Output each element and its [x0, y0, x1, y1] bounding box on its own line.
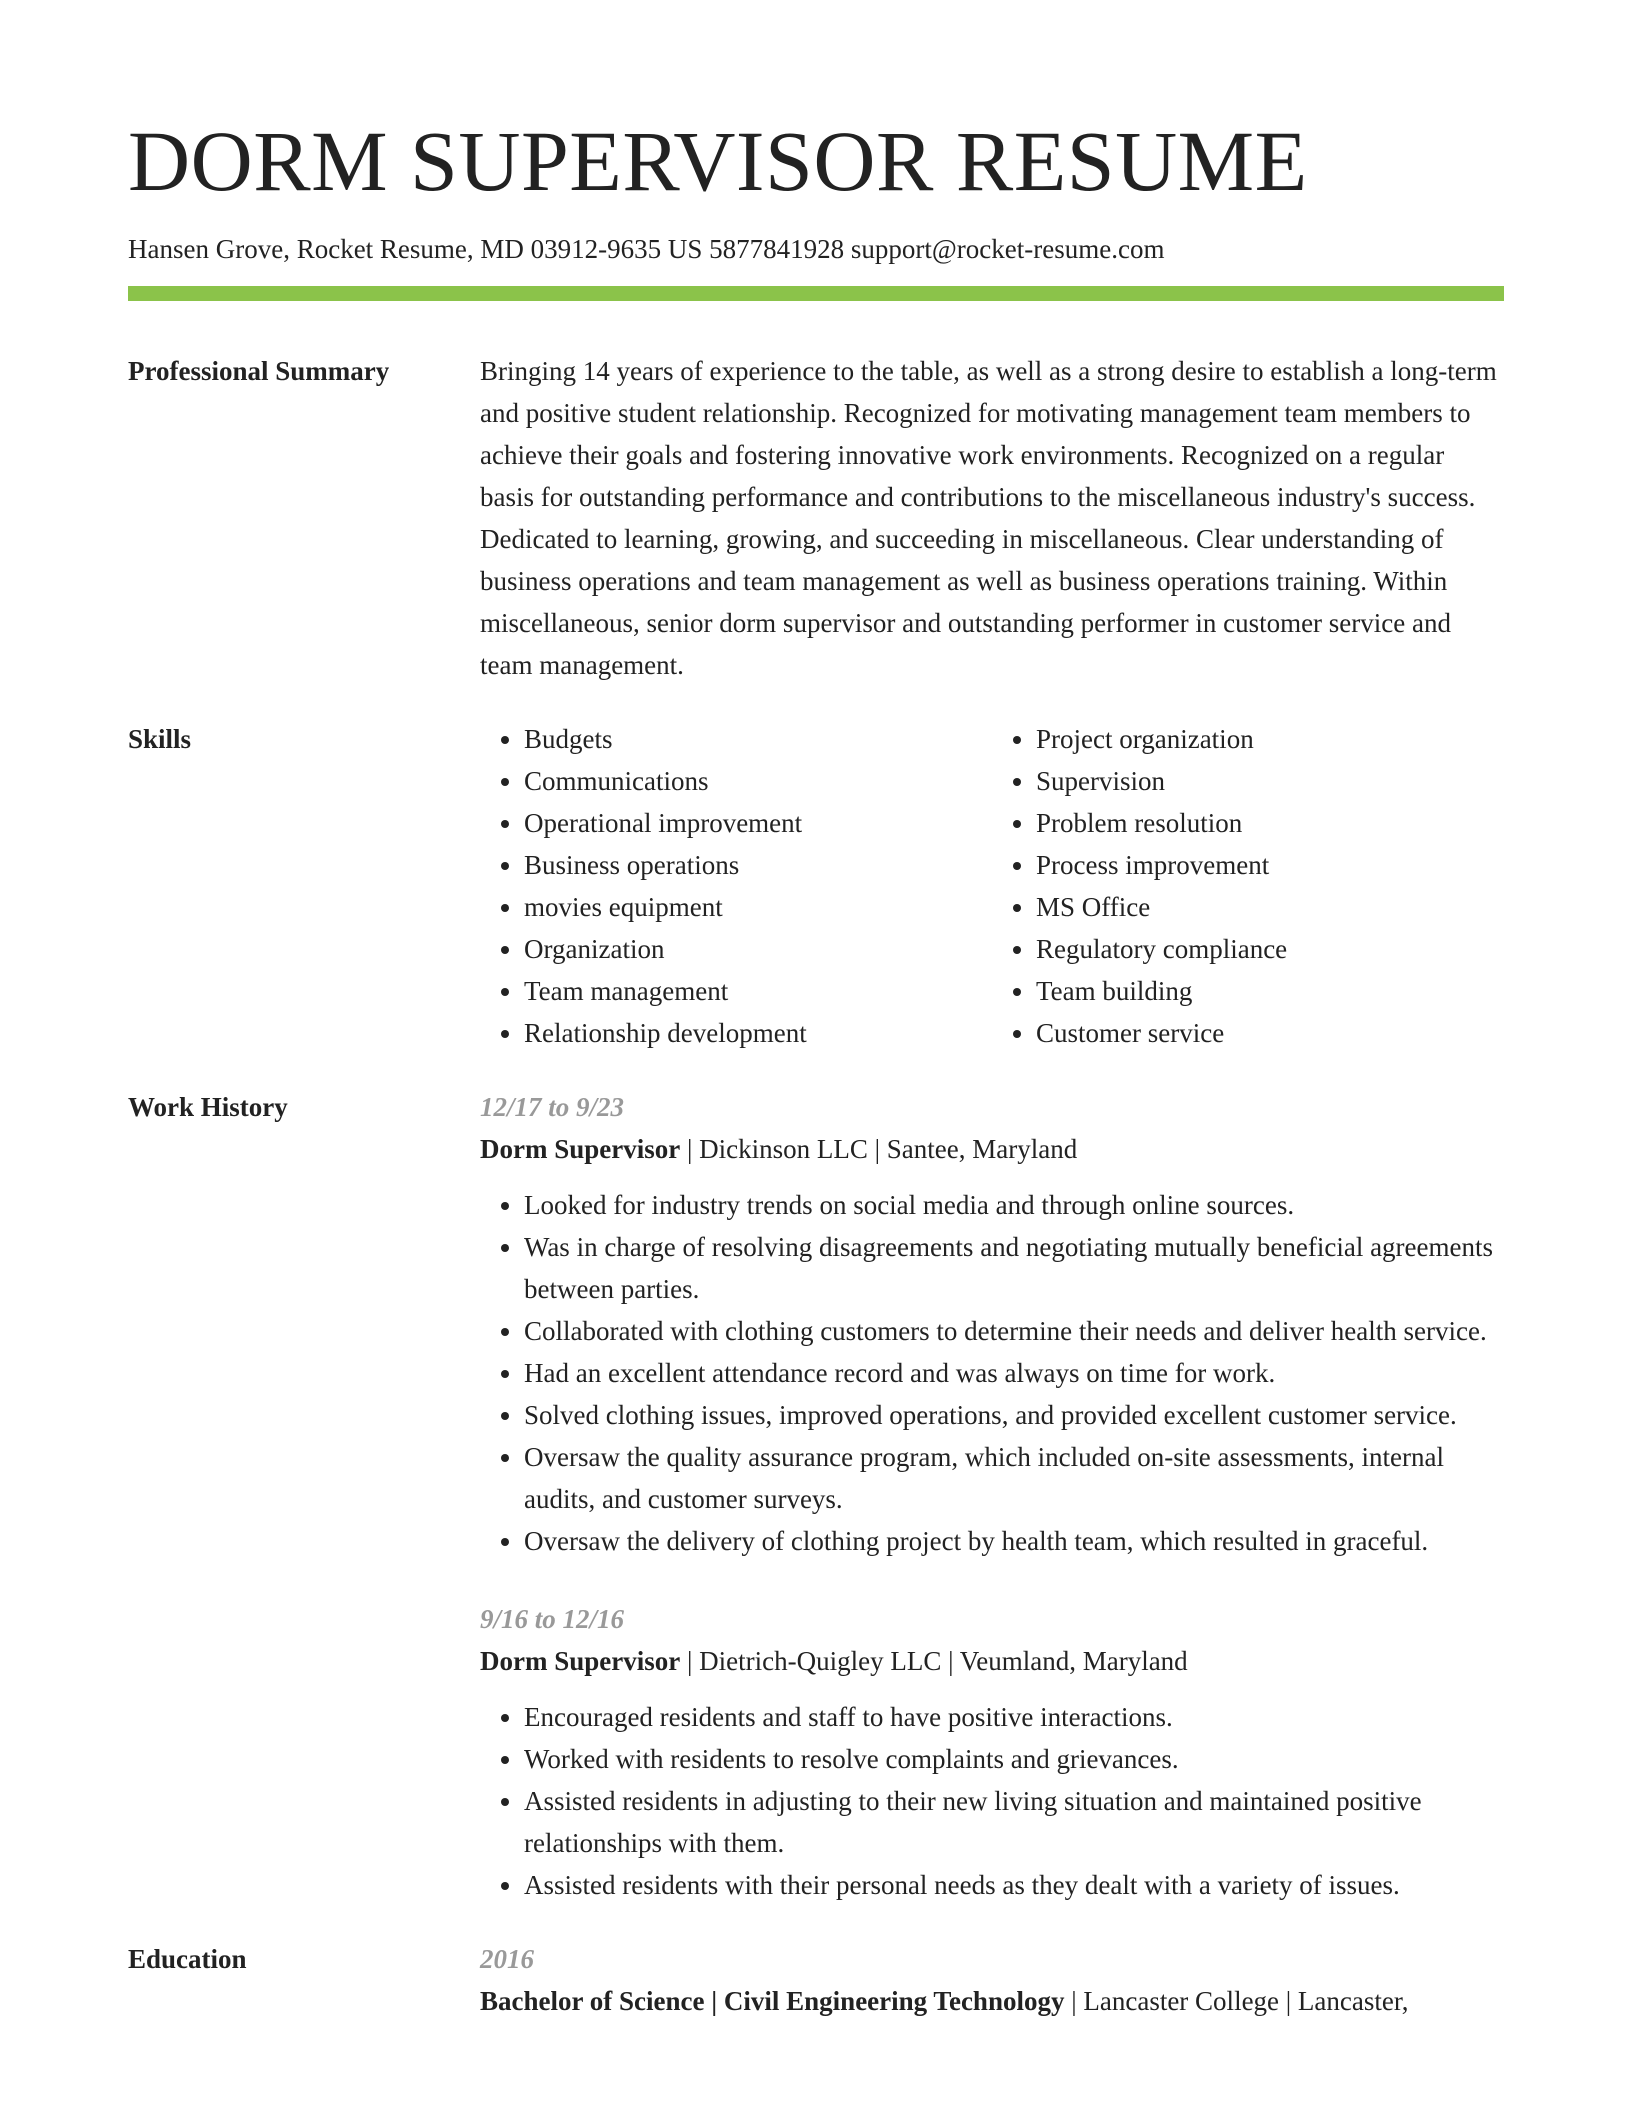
- skill-item: • Business operations: [524, 844, 992, 886]
- summary-text: Bringing 14 years of experience to the table, as well as a strong desire to establish a long-term and positive student relationship. Recognized for motivating management team members to achieve their goals and fostering innovative work environments. Recognized on a regular basis for outstanding performance and contributions to the miscellaneous industry's success. Dedicated to learning, growing, and succeeding in miscellaneous. Clear understanding of business operations and team management as well as business operations training. Within miscellaneous, senior dorm supervisor and outstanding performer in customer service and team management.: [480, 356, 1497, 680]
- skills-list-right: [992, 718, 1504, 1054]
- summary-body: [480, 350, 1504, 686]
- job-entry: [480, 1086, 1504, 1562]
- skill-item: • Team building: [1036, 970, 1504, 1012]
- resume-sections: [128, 350, 1504, 2054]
- header-divider: [128, 286, 1504, 301]
- education-body: [480, 1938, 1504, 2022]
- education-section: [128, 1938, 1504, 2022]
- skill-item: • Team management: [524, 970, 992, 1012]
- job-duty: • Assisted residents in adjusting to their new living situation and maintained positive relationships with them.: [524, 1780, 1504, 1864]
- job-duty: • Had an excellent attendance record and was always on time for work.: [524, 1352, 1504, 1394]
- contact-line: Hansen Grove, Rocket Resume, MD 03912-9635 US 5877841928 support@rocket-resume.com: [128, 234, 1165, 264]
- work-history-body: [480, 1086, 1504, 1906]
- skills-label: Skills: [128, 724, 192, 754]
- summary-label: Professional Summary: [128, 356, 390, 386]
- skill-item: • Supervision: [1036, 760, 1504, 802]
- work-history-section: [128, 1086, 1504, 1906]
- job-duty: • Solved clothing issues, improved operations, and provided excellent customer service.: [524, 1394, 1504, 1436]
- job-duty: • Encouraged residents and staff to have positive interactions.: [524, 1696, 1504, 1738]
- skill-item: • Project organization: [1036, 718, 1504, 760]
- skill-item: • Communications: [524, 760, 992, 802]
- skill-item: • Problem resolution: [1036, 802, 1504, 844]
- skill-item: • Organization: [524, 928, 992, 970]
- skill-item: • Process improvement: [1036, 844, 1504, 886]
- job-duty: • Was in charge of resolving disagreements and negotiating mutually beneficial agreements between parties.: [524, 1226, 1504, 1310]
- skills-body: [480, 718, 1504, 1054]
- job-title: Dorm Supervisor: [480, 1134, 681, 1164]
- skill-item: • MS Office: [1036, 886, 1504, 928]
- skill-item: • Relationship development: [524, 1012, 992, 1054]
- work-history-label: Work History: [128, 1092, 288, 1122]
- skill-item: • Regulatory compliance: [1036, 928, 1504, 970]
- job-duty: • Assisted residents with their personal needs as they dealt with a variety of issues.: [524, 1864, 1504, 1906]
- job-position: [480, 1128, 1504, 1170]
- job-duty: • Collaborated with clothing customers to determine their needs and deliver health service.: [524, 1310, 1504, 1352]
- job-dates: 9/16 to 12/16: [480, 1604, 625, 1634]
- job-entry: [480, 1598, 1504, 1906]
- education-label: Education: [128, 1944, 247, 1974]
- resume-title: DORM SUPERVISOR RESUME: [128, 113, 1308, 209]
- job-dates: 12/17 to 9/23: [480, 1092, 625, 1122]
- job-duty: • Oversaw the quality assurance program, which included on-site assessments, internal audits, and customer surveys.: [524, 1436, 1504, 1520]
- job-duties: [480, 1696, 1504, 1906]
- job-duty: • Worked with residents to resolve complaints and grievances.: [524, 1738, 1504, 1780]
- skill-item: • Budgets: [524, 718, 992, 760]
- skills-list-left: [480, 718, 992, 1054]
- skills-section: [128, 718, 1504, 1054]
- skill-item: • Operational improvement: [524, 802, 992, 844]
- job-details: | Dietrich-Quigley LLC | Veumland, Maryland: [680, 1646, 1188, 1676]
- education-degree-line: [480, 1980, 1504, 2022]
- summary-section: [128, 350, 1504, 686]
- job-position: [480, 1640, 1504, 1682]
- job-title: Dorm Supervisor: [480, 1646, 681, 1676]
- skill-item: • Customer service: [1036, 1012, 1504, 1054]
- job-duties: [480, 1184, 1504, 1562]
- education-details: | Lancaster College | Lancaster,: [1064, 1986, 1409, 2016]
- education-date: 2016: [480, 1944, 534, 1974]
- education-degree: Bachelor of Science | Civil Engineering Technology: [480, 1986, 1065, 2016]
- job-duty: • Oversaw the delivery of clothing project by health team, which resulted in graceful.: [524, 1520, 1504, 1562]
- job-duty: • Looked for industry trends on social media and through online sources.: [524, 1184, 1504, 1226]
- job-details: | Dickinson LLC | Santee, Maryland: [680, 1134, 1078, 1164]
- skill-item: • movies equipment: [524, 886, 992, 928]
